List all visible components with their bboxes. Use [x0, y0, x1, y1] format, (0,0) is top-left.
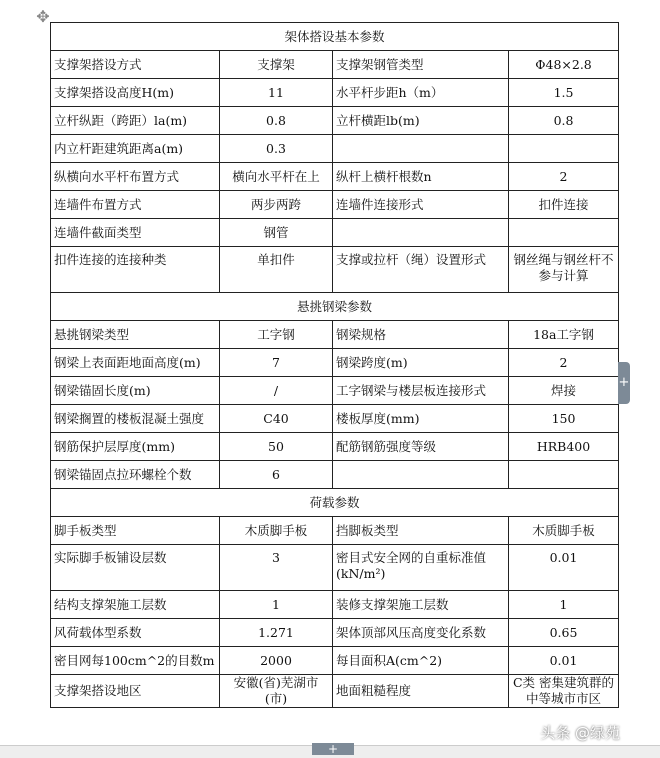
param-value: 0.01 [509, 545, 619, 591]
table-row [51, 247, 619, 293]
section-header-row [51, 293, 619, 321]
param-value: 0.65 [509, 619, 619, 647]
param-value: C40 [220, 405, 333, 433]
param-label: 纵横向水平杆布置方式 [51, 163, 220, 191]
param-value: / [220, 377, 333, 405]
table-row [51, 219, 619, 247]
param-value: 单扣件 [220, 247, 333, 293]
param-label: 脚手板类型 [51, 517, 220, 545]
param-value: 木质脚手板 [509, 517, 619, 545]
param-label: 支撑架搭设地区 [51, 675, 220, 708]
param-value: 7 [220, 349, 333, 377]
table-row [51, 545, 619, 591]
param-label: 水平杆步距h（m） [333, 79, 509, 107]
table-row [51, 517, 619, 545]
param-value: 2 [509, 163, 619, 191]
param-value: 0.01 [509, 647, 619, 675]
param-value: C类 密集建筑群的中等城市市区 [509, 675, 619, 708]
param-value: 钢管 [220, 219, 333, 247]
param-value: 1.271 [220, 619, 333, 647]
param-label: 每目面积A(cm^2) [333, 647, 509, 675]
table-row [51, 79, 619, 107]
table-move-handle-icon[interactable]: ✥ [36, 7, 50, 26]
section-header-row [51, 489, 619, 517]
param-value: 0.8 [220, 107, 333, 135]
table-row [51, 107, 619, 135]
param-label: 支撑架钢管类型 [333, 51, 509, 79]
table-row [51, 405, 619, 433]
param-label: 实际脚手板铺设层数 [51, 545, 220, 591]
param-label: 密目式安全网的自重标准值(kN/m²) [333, 545, 509, 591]
parameter-table [50, 22, 619, 708]
param-value: 18a工字钢 [509, 321, 619, 349]
param-label: 悬挑钢梁类型 [51, 321, 220, 349]
watermark: 头条 @绿苑 [540, 724, 620, 742]
param-value [509, 461, 619, 489]
param-label: 架体顶部风压高度变化系数 [333, 619, 509, 647]
param-value: 1 [220, 591, 333, 619]
param-label: 钢梁上表面距地面高度(m) [51, 349, 220, 377]
param-value: 钢丝绳与钢丝杆不参与计算 [509, 247, 619, 293]
add-column-handle[interactable]: + [618, 362, 630, 404]
param-value: HRB400 [509, 433, 619, 461]
param-label: 配筋钢筋强度等级 [333, 433, 509, 461]
param-label: 工字钢梁与楼层板连接形式 [333, 377, 509, 405]
param-label: 立杆纵距（跨距）la(m) [51, 107, 220, 135]
table-row [51, 647, 619, 675]
param-value: 0.3 [220, 135, 333, 163]
table-row [51, 461, 619, 489]
param-label: 连墙件截面类型 [51, 219, 220, 247]
param-label [333, 219, 509, 247]
param-label [333, 461, 509, 489]
param-label: 挡脚板类型 [333, 517, 509, 545]
param-value [509, 219, 619, 247]
param-value: 1 [509, 591, 619, 619]
table-row [51, 619, 619, 647]
param-value: 两步两跨 [220, 191, 333, 219]
param-value: 1.5 [509, 79, 619, 107]
param-value: 扣件连接 [509, 191, 619, 219]
param-label: 钢梁锚固长度(m) [51, 377, 220, 405]
param-value: 工字钢 [220, 321, 333, 349]
param-label: 钢梁跨度(m) [333, 349, 509, 377]
param-label: 地面粗糙程度 [333, 675, 509, 708]
param-label: 扣件连接的连接种类 [51, 247, 220, 293]
param-label: 结构支撑架施工层数 [51, 591, 220, 619]
param-value [509, 135, 619, 163]
param-label: 钢筋保护层厚度(mm) [51, 433, 220, 461]
param-value: 焊接 [509, 377, 619, 405]
param-value: 横向水平杆在上 [220, 163, 333, 191]
table-row [51, 191, 619, 219]
param-value: 安徽(省)芜湖市(市) [220, 675, 333, 708]
section-title: 悬挑钢梁参数 [51, 293, 619, 321]
table-row [51, 377, 619, 405]
param-label: 连墙件布置方式 [51, 191, 220, 219]
table-row [51, 591, 619, 619]
section-title: 荷载参数 [51, 489, 619, 517]
table-row [51, 135, 619, 163]
table-row [51, 433, 619, 461]
param-label: 风荷载体型系数 [51, 619, 220, 647]
param-value: 50 [220, 433, 333, 461]
param-label: 连墙件连接形式 [333, 191, 509, 219]
param-label: 钢梁规格 [333, 321, 509, 349]
param-value: 2000 [220, 647, 333, 675]
table-row [51, 675, 619, 708]
param-label: 支撑架搭设方式 [51, 51, 220, 79]
param-label: 纵杆上横杆根数n [333, 163, 509, 191]
section-header-row [51, 23, 619, 51]
param-label: 装修支撑架施工层数 [333, 591, 509, 619]
table-row [51, 349, 619, 377]
table-row [51, 321, 619, 349]
add-row-handle[interactable]: + [312, 743, 354, 755]
param-label: 支撑或拉杆（绳）设置形式 [333, 247, 509, 293]
param-label: 支撑架搭设高度H(m) [51, 79, 220, 107]
param-value: 3 [220, 545, 333, 591]
param-label: 立杆横距lb(m) [333, 107, 509, 135]
param-label: 内立杆距建筑距离a(m) [51, 135, 220, 163]
param-value: 6 [220, 461, 333, 489]
param-value: 支撑架 [220, 51, 333, 79]
param-value: 2 [509, 349, 619, 377]
table-row [51, 51, 619, 79]
param-value: Φ48×2.8 [509, 51, 619, 79]
table-row [51, 163, 619, 191]
param-value: 0.8 [509, 107, 619, 135]
param-value: 150 [509, 405, 619, 433]
param-value: 11 [220, 79, 333, 107]
section-title: 架体搭设基本参数 [51, 23, 619, 51]
param-label [333, 135, 509, 163]
param-label: 钢梁搁置的楼板混凝土强度 [51, 405, 220, 433]
param-label: 钢梁锚固点拉环螺栓个数 [51, 461, 220, 489]
param-value: 木质脚手板 [220, 517, 333, 545]
param-label: 密目网每100cm^2的目数m [51, 647, 220, 675]
param-label: 楼板厚度(mm) [333, 405, 509, 433]
